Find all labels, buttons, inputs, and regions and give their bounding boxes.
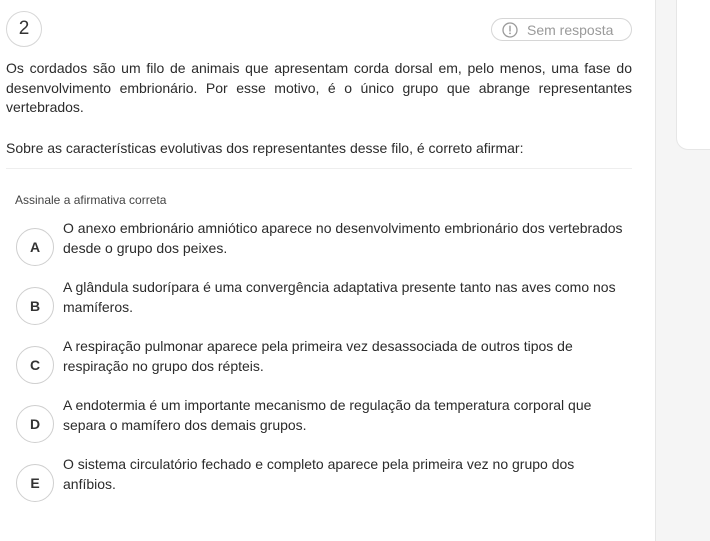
option-b[interactable] <box>16 279 628 327</box>
question-number: 2 <box>6 11 42 47</box>
option-letter[interactable]: B <box>16 287 54 325</box>
option-text[interactable]: A endotermia é um importante mecanismo de regulação da temperatura corporal que separa o mamífero dos demais grupos. <box>63 397 592 433</box>
option-letter[interactable]: C <box>16 346 54 384</box>
side-card <box>676 0 710 150</box>
option-e[interactable] <box>16 456 628 504</box>
answer-status-label: Sem resposta <box>527 21 614 38</box>
alert-circle-icon <box>502 22 518 38</box>
option-text[interactable]: O sistema circulatório fechado e completo aparece pela primeira vez no grupo dos anfíbios. <box>63 456 575 492</box>
option-letter[interactable]: E <box>16 464 54 502</box>
option-text[interactable]: A glândula sudorípara é uma convergência adaptativa presente tanto nas aves como nos mamíferos. <box>63 279 616 315</box>
option-c[interactable] <box>16 338 628 386</box>
option-a[interactable] <box>16 220 628 268</box>
question-statement: Os cordados são um filo de animais que apresentam corda dorsal em, pelo menos, uma fase do desenvolvimento embrionário. Por esse motivo, é o único grupo que abrange representantes vertebrados. <box>6 60 632 115</box>
option-d[interactable] <box>16 397 628 445</box>
question-prompt: Sobre as características evolutivas dos representantes desse filo, é correto afirmar: <box>6 140 524 156</box>
option-text[interactable]: A respiração pulmonar aparece pela primeira vez desassociada de outros tipos de respiração no grupo dos répteis. <box>63 338 573 374</box>
divider <box>6 168 632 169</box>
answer-instruction: Assinale a afirmativa correta <box>15 193 167 207</box>
option-text[interactable]: O anexo embrionário amniótico aparece no desenvolvimento embrionário dos vertebrados desde o grupo dos peixes. <box>63 220 623 256</box>
option-letter[interactable]: A <box>16 228 54 266</box>
answer-status-badge <box>491 18 632 41</box>
option-letter[interactable]: D <box>16 405 54 443</box>
